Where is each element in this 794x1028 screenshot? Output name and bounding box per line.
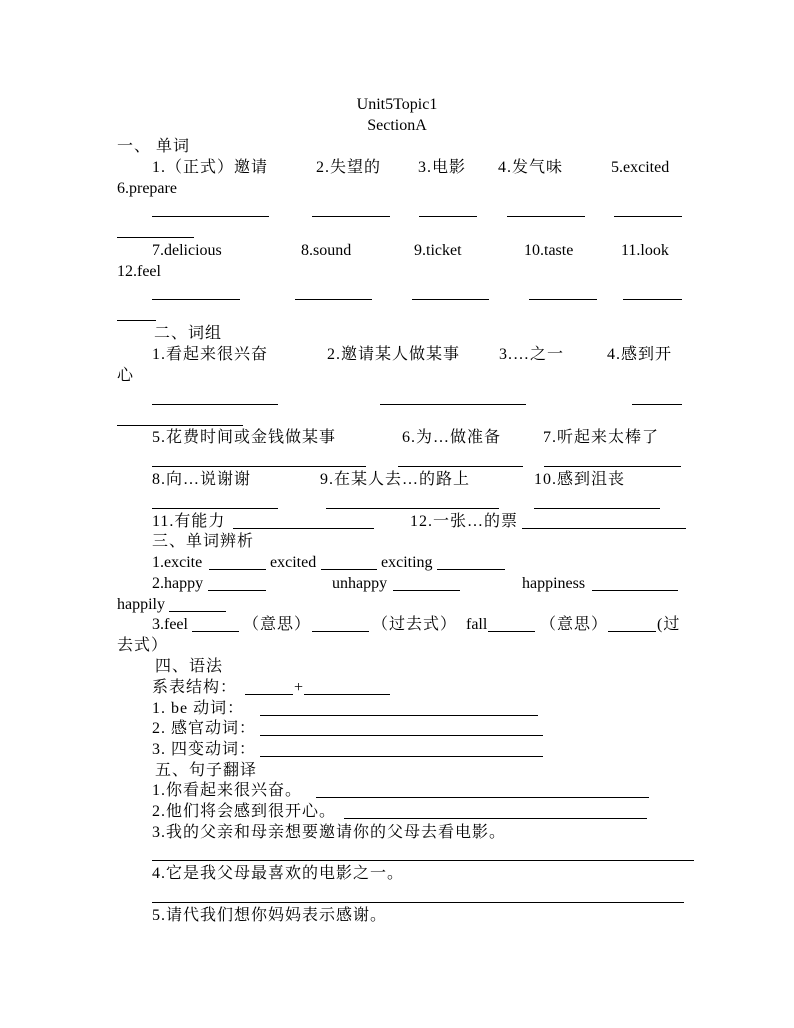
answer-blank[interactable]	[419, 216, 477, 217]
s4-item-1: 1. be 动词：	[152, 700, 245, 717]
answer-blank[interactable]	[117, 320, 156, 321]
s5-item-5: 5.请代我们想你妈妈表示感谢。	[152, 907, 388, 924]
s3-word-excited: excited	[270, 554, 317, 571]
page-title: Unit5Topic1	[356, 96, 438, 113]
s3-past-tense-open: (过	[657, 616, 681, 633]
answer-blank[interactable]	[344, 818, 647, 819]
s1-item-3: 3.电影	[418, 159, 467, 176]
s2-item-3: 3.…之一	[499, 346, 565, 363]
answer-blank[interactable]	[117, 425, 243, 426]
s4-item-2: 2. 感官动词：	[152, 720, 257, 737]
s3-word-fall: fall	[466, 616, 488, 633]
answer-blank[interactable]	[534, 508, 660, 509]
section-5-heading: 五、句子翻译	[155, 762, 258, 779]
answer-blank[interactable]	[209, 569, 266, 570]
s1-item-12: 12.feel	[117, 263, 161, 280]
s2-item-6: 6.为…做准备	[402, 429, 502, 446]
answer-blank[interactable]	[316, 797, 649, 798]
answer-blank[interactable]	[398, 466, 523, 467]
s3-word-happily: happily	[117, 596, 165, 613]
s2-item-4: 4.感到开	[607, 346, 673, 363]
s2-item-5: 5.花费时间或金钱做某事	[152, 429, 337, 446]
answer-blank[interactable]	[152, 508, 278, 509]
answer-blank[interactable]	[117, 237, 194, 238]
answer-blank[interactable]	[304, 694, 390, 695]
answer-blank[interactable]	[152, 466, 366, 467]
answer-blank[interactable]	[326, 508, 499, 509]
answer-blank[interactable]	[152, 299, 240, 300]
answer-blank[interactable]	[592, 590, 678, 591]
answer-blank[interactable]	[260, 735, 543, 736]
answer-blank[interactable]	[152, 902, 684, 903]
s3-word-happy: 2.happy	[152, 575, 204, 592]
s1-item-8: 8.sound	[301, 242, 352, 259]
answer-blank[interactable]	[623, 299, 682, 300]
answer-blank[interactable]	[260, 756, 543, 757]
s1-item-6: 6.prepare	[117, 180, 177, 197]
s5-item-2: 2.他们将会感到很开心。	[152, 803, 337, 820]
s5-item-3: 3.我的父亲和母亲想要邀请你的父母去看电影。	[152, 824, 507, 841]
s1-item-1: 1.（正式）邀请	[152, 159, 269, 176]
s2-item-1: 1.看起来很兴奋	[152, 346, 269, 363]
s3-word-feel: 3.feel	[152, 616, 188, 633]
s3-past-tense-wrap: 去式）	[117, 637, 169, 654]
s4-item-3: 3. 四变动词：	[152, 741, 257, 758]
answer-blank[interactable]	[380, 404, 526, 405]
answer-blank[interactable]	[312, 216, 390, 217]
answer-blank[interactable]	[169, 611, 226, 612]
s3-word-happiness: happiness	[522, 575, 586, 592]
answer-blank[interactable]	[632, 404, 682, 405]
s2-item-12: 12.一张…的票	[410, 513, 519, 530]
s1-item-11: 11.look	[621, 242, 669, 259]
answer-blank[interactable]	[544, 466, 681, 467]
s1-item-2: 2.失望的	[316, 159, 382, 176]
s1-item-7: 7.delicious	[152, 242, 222, 259]
section-4-heading: 四、语法	[155, 658, 224, 675]
s4-structure-label: 系表结构：	[152, 679, 238, 696]
s3-word-exciting: exciting	[381, 554, 433, 571]
answer-blank[interactable]	[529, 299, 597, 300]
s2-item-11: 11.有能力	[152, 513, 226, 530]
answer-blank[interactable]	[152, 216, 269, 217]
s1-item-4: 4.发气味	[498, 159, 564, 176]
s1-item-10: 10.taste	[524, 242, 574, 259]
s3-word-unhappy: unhappy	[332, 575, 388, 592]
answer-blank[interactable]	[608, 631, 656, 632]
answer-blank[interactable]	[312, 631, 369, 632]
s3-meaning-label-2: （意思）	[540, 616, 609, 633]
s1-item-9: 9.ticket	[414, 242, 462, 259]
answer-blank[interactable]	[260, 715, 538, 716]
answer-blank[interactable]	[152, 404, 278, 405]
section-3-heading: 三、单词辨析	[152, 533, 255, 550]
s1-item-5: 5.excited	[611, 159, 670, 176]
s3-word-excite: 1.excite	[152, 554, 203, 571]
answer-blank[interactable]	[437, 569, 505, 570]
section-1-heading: 一、 单词	[117, 138, 191, 155]
s5-item-4: 4.它是我父母最喜欢的电影之一。	[152, 865, 405, 882]
answer-blank[interactable]	[245, 694, 293, 695]
answer-blank[interactable]	[321, 569, 377, 570]
answer-blank[interactable]	[614, 216, 682, 217]
answer-blank[interactable]	[192, 631, 239, 632]
s2-item-2: 2.邀请某人做某事	[327, 346, 461, 363]
answer-blank[interactable]	[412, 299, 489, 300]
s4-plus-sign: +	[294, 679, 304, 696]
section-2-heading: 二、词组	[154, 325, 223, 342]
answer-blank[interactable]	[393, 590, 460, 591]
answer-blank[interactable]	[233, 528, 374, 529]
answer-blank[interactable]	[507, 216, 585, 217]
answer-blank[interactable]	[488, 631, 535, 632]
page-subtitle: SectionA	[367, 117, 427, 134]
s3-meaning-label: （意思）	[243, 616, 312, 633]
answer-blank[interactable]	[522, 528, 686, 529]
s2-item-8: 8.向…说谢谢	[152, 471, 252, 488]
answer-blank[interactable]	[152, 860, 694, 861]
s5-item-1: 1.你看起来很兴奋。	[152, 782, 303, 799]
s3-past-tense-label: （过去式）	[372, 616, 458, 633]
s2-item-4-wrap: 心	[117, 367, 135, 384]
s2-item-7: 7.听起来太棒了	[543, 429, 660, 446]
s2-item-9: 9.在某人去…的路上	[320, 471, 471, 488]
answer-blank[interactable]	[208, 590, 266, 591]
s2-item-10: 10.感到沮丧	[534, 471, 626, 488]
answer-blank[interactable]	[295, 299, 372, 300]
